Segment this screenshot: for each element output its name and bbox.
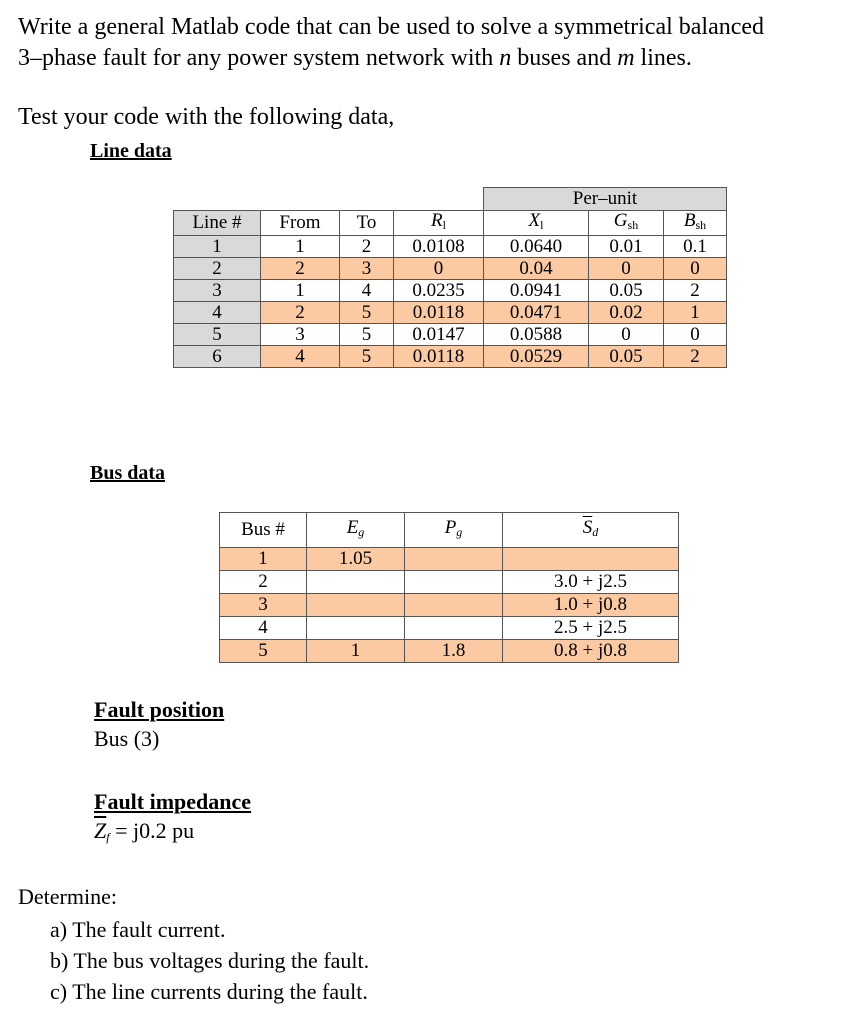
line-cell-to: 5 — [340, 324, 394, 346]
determine-item-b: b) The bus voltages during the fault. — [50, 948, 370, 973]
problem-line-2: 3–phase fault for any power system network with n buses and m lines. — [18, 45, 692, 71]
line-cell-from: 1 — [261, 236, 340, 258]
line-cell-from: 2 — [261, 258, 340, 280]
line-row — [174, 302, 727, 324]
line-cell-x: 0.0471 — [484, 302, 589, 324]
fault-impedance-value: $\overline{Z}_f = j0.2$ pu — [94, 818, 195, 844]
col-b: $B_{sh}$ — [664, 211, 727, 236]
col-pg: $P_g$ — [405, 513, 503, 548]
bus-cell-bus: 2 — [220, 571, 307, 594]
per-unit-header: Per–unit — [484, 188, 727, 211]
line-row — [174, 324, 727, 346]
line-row — [174, 280, 727, 302]
bus-cell-bus: 5 — [220, 640, 307, 663]
line-data-table — [173, 187, 727, 368]
col-g: $G_{sh}$ — [589, 211, 664, 236]
col-from: From — [261, 211, 340, 236]
line-cell-to: 5 — [340, 302, 394, 324]
bus-cell-s — [503, 548, 679, 571]
bus-data-heading: Bus data — [90, 462, 166, 484]
line-cell-x: 0.0588 — [484, 324, 589, 346]
determine-list — [50, 914, 369, 1007]
line-cell-g: 0.02 — [589, 302, 664, 324]
line-cell-r: 0.0118 — [394, 302, 484, 324]
bus-cell-e: 1.05 — [307, 548, 405, 571]
line-cell-line: 5 — [174, 324, 261, 346]
col-bus: Bus # — [220, 513, 307, 548]
bus-cell-e: 1 — [307, 640, 405, 663]
col-line: Line # — [174, 211, 261, 236]
line-cell-r: 0.0118 — [394, 346, 484, 368]
col-to: To — [340, 211, 394, 236]
bus-cell-s: 0.8 + j0.8 — [503, 640, 679, 663]
col-eg: $E_g$ — [307, 513, 405, 548]
line-cell-r: 0.0235 — [394, 280, 484, 302]
line-row — [174, 236, 727, 258]
problem-line-1: Write a general Matlab code that can be used to solve a symmetrical balanced — [18, 14, 765, 40]
fault-impedance-heading: Fault impedance — [94, 789, 252, 814]
line-cell-r: 0.0147 — [394, 324, 484, 346]
test-instruction: Test your code with the following data, — [18, 104, 395, 130]
line-cell-from: 4 — [261, 346, 340, 368]
bus-cell-s: 3.0 + j2.5 — [503, 571, 679, 594]
line-cell-line: 6 — [174, 346, 261, 368]
line-cell-b: 2 — [664, 280, 727, 302]
bus-cell-p: 1.8 — [405, 640, 503, 663]
line-cell-b: 0 — [664, 258, 727, 280]
determine-item-a: a) The fault current. — [50, 917, 226, 942]
line-cell-to: 4 — [340, 280, 394, 302]
bus-row — [220, 617, 679, 640]
bus-cell-p — [405, 548, 503, 571]
line-cell-from: 1 — [261, 280, 340, 302]
line-cell-g: 0 — [589, 324, 664, 346]
line-cell-g: 0 — [589, 258, 664, 280]
col-x: $X_l$ — [484, 211, 589, 236]
bus-row — [220, 594, 679, 617]
line-cell-b: 1 — [664, 302, 727, 324]
determine-item-c: c) The line currents during the fault. — [50, 979, 368, 1004]
bus-row — [220, 640, 679, 663]
bus-cell-s: 1.0 + j0.8 — [503, 594, 679, 617]
line-cell-to: 3 — [340, 258, 394, 280]
bus-cell-p — [405, 617, 503, 640]
bus-cell-bus: 3 — [220, 594, 307, 617]
line-cell-from: 3 — [261, 324, 340, 346]
bus-cell-p — [405, 571, 503, 594]
line-cell-to: 5 — [340, 346, 394, 368]
bus-cell-bus: 1 — [220, 548, 307, 571]
line-cell-from: 2 — [261, 302, 340, 324]
line-cell-r: 0 — [394, 258, 484, 280]
bus-row — [220, 548, 679, 571]
bus-row — [220, 571, 679, 594]
bus-cell-e — [307, 594, 405, 617]
line-cell-line: 3 — [174, 280, 261, 302]
bus-data-table — [219, 512, 679, 663]
line-cell-to: 2 — [340, 236, 394, 258]
col-r: $R_l$ — [394, 211, 484, 236]
line-data-heading: Line data — [90, 140, 172, 162]
line-cell-b: 2 — [664, 346, 727, 368]
problem-statement — [18, 12, 848, 74]
line-cell-x: 0.04 — [484, 258, 589, 280]
col-sd: $\overline{S}_d$ — [503, 513, 679, 548]
determine-label: Determine: — [18, 884, 117, 909]
line-cell-x: 0.0529 — [484, 346, 589, 368]
line-row — [174, 346, 727, 368]
line-cell-g: 0.05 — [589, 346, 664, 368]
bus-cell-e — [307, 571, 405, 594]
line-row — [174, 258, 727, 280]
line-cell-b: 0 — [664, 324, 727, 346]
line-table-header — [174, 211, 727, 236]
line-cell-x: 0.0941 — [484, 280, 589, 302]
bus-cell-s: 2.5 + j2.5 — [503, 617, 679, 640]
line-cell-b: 0.1 — [664, 236, 727, 258]
bus-cell-bus: 4 — [220, 617, 307, 640]
line-cell-g: 0.01 — [589, 236, 664, 258]
bus-cell-e — [307, 617, 405, 640]
line-cell-x: 0.0640 — [484, 236, 589, 258]
line-cell-g: 0.05 — [589, 280, 664, 302]
line-cell-line: 4 — [174, 302, 261, 324]
line-cell-r: 0.0108 — [394, 236, 484, 258]
fault-position-heading: Fault position — [94, 697, 225, 722]
line-cell-line: 2 — [174, 258, 261, 280]
bus-cell-p — [405, 594, 503, 617]
bus-table-header — [220, 513, 679, 548]
line-cell-line: 1 — [174, 236, 261, 258]
fault-position-value: Bus (3) — [94, 726, 160, 751]
